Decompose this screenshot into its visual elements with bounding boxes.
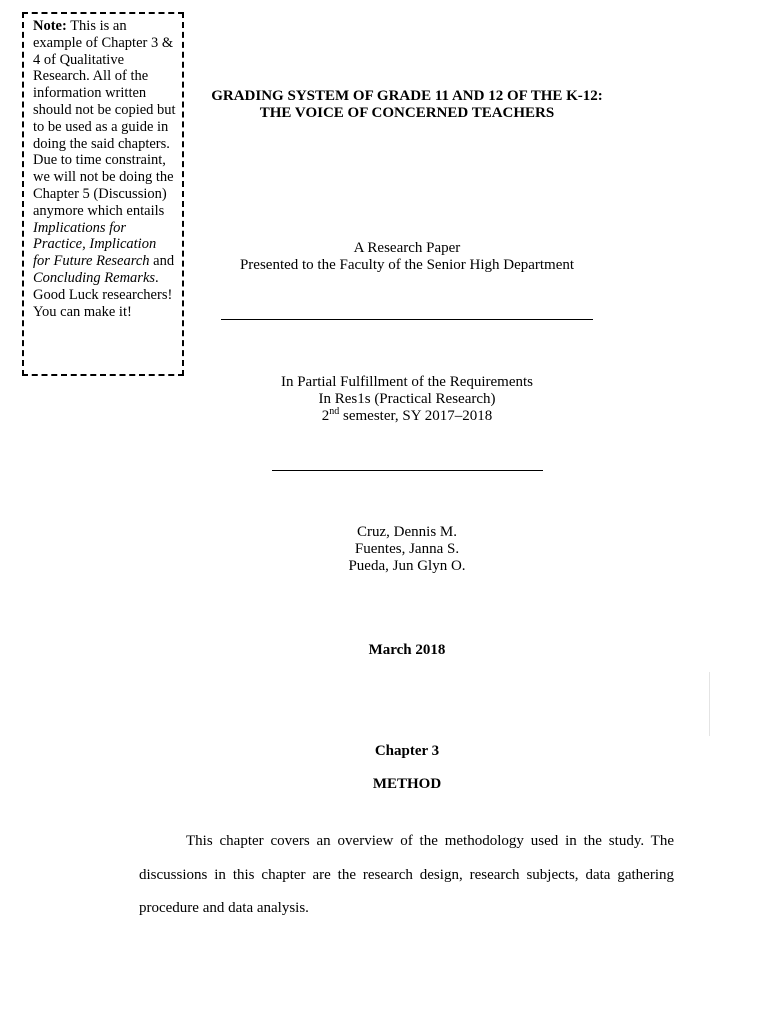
paper-title (200, 88, 614, 122)
semester-rest: semester, SY 2017–2018 (339, 408, 493, 424)
research-paper-block (200, 240, 614, 274)
authors-block (200, 524, 614, 575)
paper-title-line-1: GRADING SYSTEM OF GRADE 11 AND 12 OF THE K-12: (211, 88, 603, 104)
author-name: Cruz, Dennis M. (357, 524, 457, 540)
research-paper-line-1: A Research Paper (353, 240, 461, 256)
note-italic-1: Implications for Practice, Implication for Future Research (33, 219, 157, 270)
chapter-intro-paragraph: This chapter covers an overview of the methodology used in the study. The discussions in this chapter are the research design, research subjects, data gathering procedure and data analysis. (139, 833, 674, 916)
chapter-title: METHOD (372, 776, 442, 792)
author-name: Fuentes, Janna S. (354, 541, 460, 557)
note-text-2: and (149, 253, 175, 270)
semester-line (200, 408, 614, 425)
research-paper-line-2: Presented to the Faculty of the Senior High Department (239, 257, 575, 273)
note-text-3: . Good Luck researchers! You can make it! (33, 269, 173, 320)
note-label: Note: (33, 18, 67, 34)
note-box (22, 12, 184, 376)
semester-number: 2 (321, 408, 330, 424)
fulfillment-line-1: In Partial Fulfillment of the Requirements (280, 374, 534, 390)
fulfillment-line-2: In Res1s (Practical Research) (318, 391, 496, 407)
horizontal-rule-1 (221, 319, 593, 320)
author-name: Pueda, Jun Glyn O. (348, 558, 466, 574)
note-text-1: This is an example of Chapter 3 & 4 of Qualitative Research. All of the information written should not be copied but to be used as a guide in doing the said chapters. Due to time constraint, we will not be doing the Chapter 5 (Discussion) anymore which entails (33, 18, 176, 219)
fulfillment-block (200, 374, 614, 425)
paper-title-line-2: THE VOICE OF CONCERNED TEACHERS (259, 105, 555, 121)
semester-suffix: nd (329, 406, 340, 417)
page-edge-mark (709, 672, 710, 736)
horizontal-rule-2 (272, 470, 543, 471)
chapter-number: Chapter 3 (374, 743, 440, 759)
note-italic-2: Concluding Remarks (33, 269, 156, 286)
submission-date: March 2018 (368, 642, 446, 658)
